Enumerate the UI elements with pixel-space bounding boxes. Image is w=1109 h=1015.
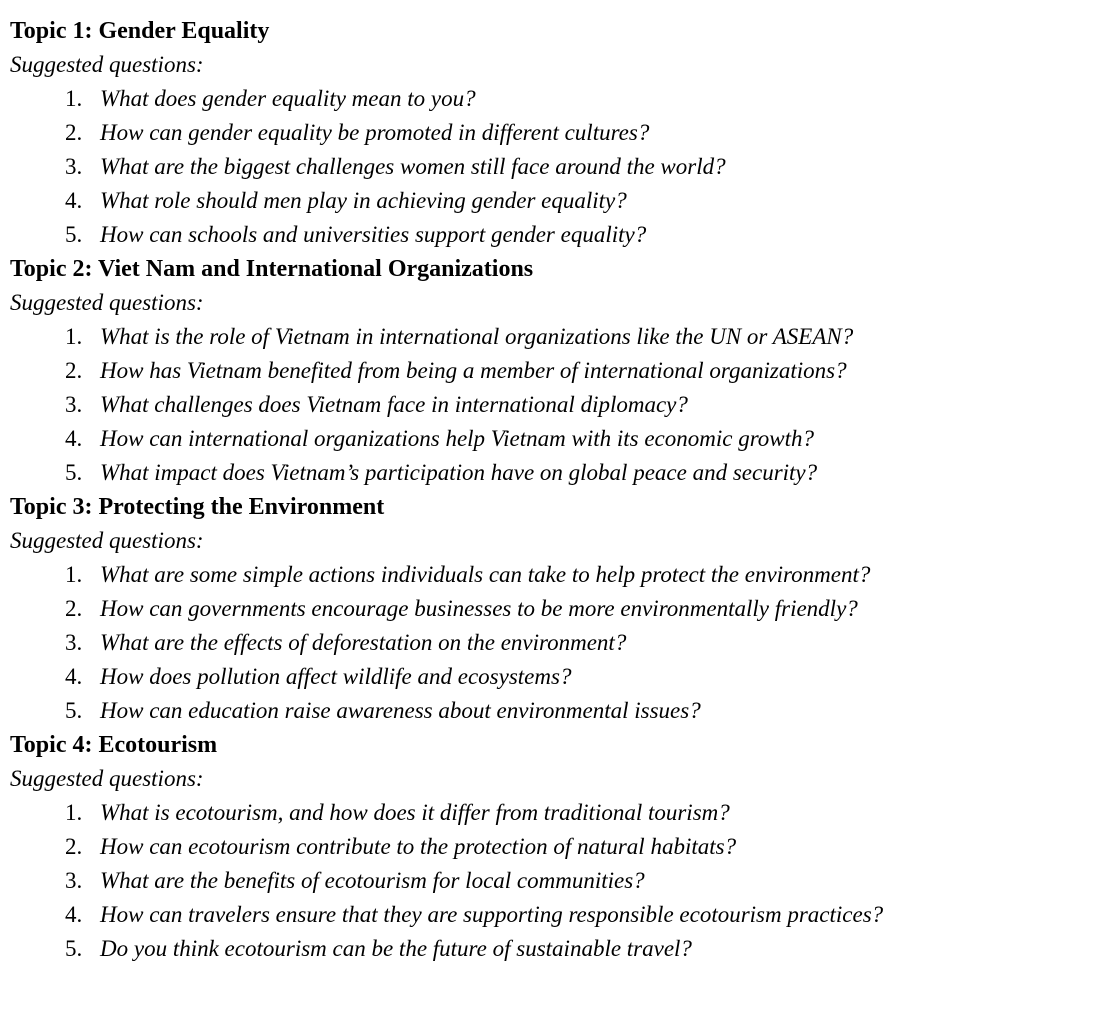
topic-title: Topic 4: Ecotourism (10, 732, 218, 758)
question-item (88, 422, 1099, 456)
question-text: How can gender equality be promoted in different cultures? (100, 120, 650, 145)
topic-section-2 (10, 252, 1099, 490)
question-list (10, 82, 1099, 252)
suggested-questions-label: Suggested questions: (10, 528, 204, 553)
question-item (88, 898, 1099, 932)
question-text: How has Vietnam benefited from being a member of international organizations? (100, 358, 847, 383)
question-text: What are the benefits of ecotourism for local communities? (100, 868, 645, 893)
question-item (88, 830, 1099, 864)
topic-section-4 (10, 728, 1099, 966)
question-text: What role should men play in achieving gender equality? (100, 188, 627, 213)
question-item (88, 558, 1099, 592)
question-item (88, 456, 1099, 490)
question-item (88, 796, 1099, 830)
question-text: What does gender equality mean to you? (100, 86, 476, 111)
question-text: What challenges does Vietnam face in international diplomacy? (100, 392, 688, 417)
question-item (88, 184, 1099, 218)
question-item (88, 592, 1099, 626)
suggested-questions-label: Suggested questions: (10, 52, 204, 77)
question-item (88, 694, 1099, 728)
question-item (88, 354, 1099, 388)
question-text: How can schools and universities support gender equality? (100, 222, 647, 247)
question-list (10, 558, 1099, 728)
question-item (88, 660, 1099, 694)
question-text: How can education raise awareness about environmental issues? (100, 698, 701, 723)
question-item (88, 116, 1099, 150)
suggested-questions-label: Suggested questions: (10, 290, 204, 315)
question-item (88, 388, 1099, 422)
question-item (88, 218, 1099, 252)
question-item (88, 320, 1099, 354)
question-text: How can international organizations help Vietnam with its economic growth? (100, 426, 815, 451)
question-item (88, 864, 1099, 898)
question-item (88, 82, 1099, 116)
question-list (10, 320, 1099, 490)
topic-title: Topic 2: Viet Nam and International Organizations (10, 256, 534, 282)
topic-title: Topic 1: Gender Equality (10, 18, 270, 44)
question-text: How can ecotourism contribute to the protection of natural habitats? (100, 834, 737, 859)
question-text: What are the effects of deforestation on the environment? (100, 630, 627, 655)
topic-title: Topic 3: Protecting the Environment (10, 494, 385, 520)
question-list (10, 796, 1099, 966)
topic-section-3 (10, 490, 1099, 728)
question-text: What is the role of Vietnam in international organizations like the UN or ASEAN? (100, 324, 854, 349)
question-item (88, 932, 1099, 966)
question-text: Do you think ecotourism can be the future of sustainable travel? (100, 936, 692, 961)
question-text: How can travelers ensure that they are supporting responsible ecotourism practices? (100, 902, 884, 927)
topic-section-1 (10, 14, 1099, 252)
question-text: What impact does Vietnam’s participation have on global peace and security? (100, 460, 818, 485)
question-text: What are some simple actions individuals can take to help protect the environment? (100, 562, 871, 587)
question-text: How can governments encourage businesses to be more environmentally friendly? (100, 596, 858, 621)
question-item (88, 626, 1099, 660)
question-text: How does pollution affect wildlife and ecosystems? (100, 664, 572, 689)
suggested-questions-label: Suggested questions: (10, 766, 204, 791)
question-item (88, 150, 1099, 184)
question-text: What is ecotourism, and how does it differ from traditional tourism? (100, 800, 730, 825)
question-text: What are the biggest challenges women still face around the world? (100, 154, 726, 179)
